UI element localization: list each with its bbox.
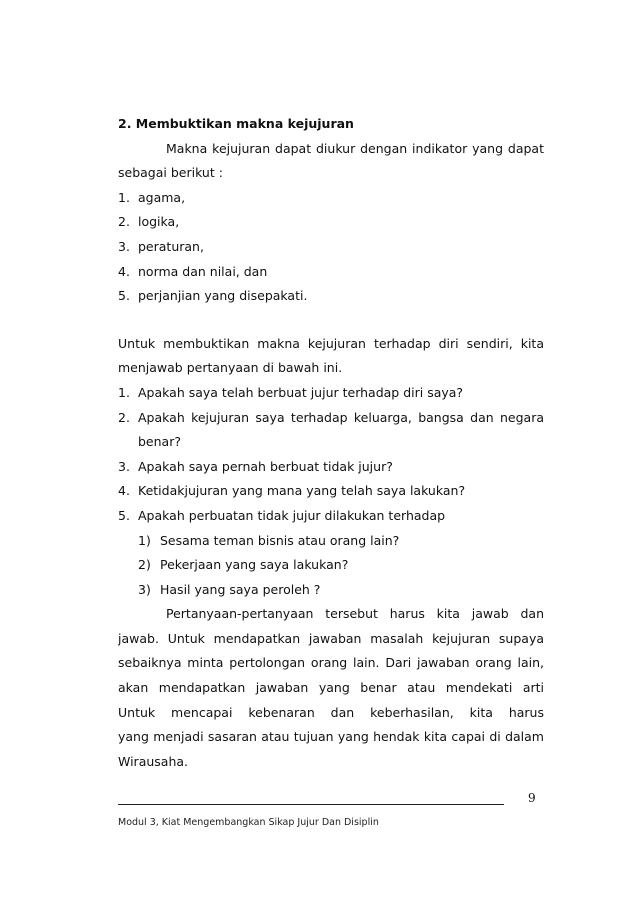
footer-module-title: Modul 3, Kiat Mengembangkan Sikap Jujur Dan Disiplin bbox=[118, 817, 379, 828]
section-heading: 2. Membuktikan makna kejujuran bbox=[118, 116, 354, 131]
closing-line: Wirausaha. bbox=[118, 753, 189, 769]
closing-line: Untuk mencapai kebenaran dan keberhasilan, kita harus bbox=[118, 704, 544, 720]
question-continuation: benar? bbox=[138, 434, 181, 450]
paragraph-line: menjawab pertanyaan di bawah ini. bbox=[118, 360, 343, 376]
page-content bbox=[118, 112, 544, 774]
indicator-item: 1. agama, bbox=[118, 189, 186, 205]
closing-line: akan mendapatkan jawaban yang benar atau mendekati arti bbox=[118, 680, 544, 696]
paragraph-line: Untuk membuktikan makna kejujuran terhadap diri sendiri, kita bbox=[118, 335, 544, 351]
indicator-item: 4. norma dan nilai, dan bbox=[118, 263, 268, 279]
indicator-item: 2. logika, bbox=[118, 214, 180, 230]
question-item: 3. Apakah saya pernah berbuat tidak jujur? bbox=[118, 458, 393, 474]
closing-line: Pertanyaan-pertanyaan tersebut harus kita jawab dan bbox=[166, 606, 544, 622]
page-number: 9 bbox=[528, 791, 536, 805]
subquestion-item: 2) Pekerjaan yang saya lakukan? bbox=[138, 557, 349, 573]
question-item: 4. Ketidakjujuran yang mana yang telah saya lakukan? bbox=[118, 483, 466, 499]
subquestion-item: 1) Sesama teman bisnis atau orang lain? bbox=[138, 532, 400, 548]
question-item: 5. Apakah perbuatan tidak jujur dilakukan terhadap bbox=[118, 507, 446, 523]
closing-line: jawab. Untuk mendapatkan jawaban masalah kejujuran supaya bbox=[118, 630, 544, 646]
footer-divider bbox=[118, 804, 504, 805]
paragraph-gap bbox=[118, 309, 544, 332]
question-item: 2. Apakah kejujuran saya terhadap keluarga, bangsa dan negara bbox=[118, 409, 544, 425]
indicator-item: 3. peraturan, bbox=[118, 238, 204, 254]
indicator-item: 5. perjanjian yang disepakati. bbox=[118, 288, 308, 304]
closing-line: yang menjadi sasaran atau tujuan yang hendak kita capai di dalam bbox=[118, 729, 544, 745]
intro-line: sebagai berikut : bbox=[118, 165, 223, 181]
subquestion-item: 3) Hasil yang saya peroleh ? bbox=[138, 581, 321, 597]
intro-line: Makna kejujuran dapat diukur dengan indikator yang dapat bbox=[166, 140, 544, 156]
question-item: 1. Apakah saya telah berbuat jujur terhadap diri saya? bbox=[118, 384, 464, 400]
closing-line: sebaiknya minta pertolongan orang lain. Dari jawaban orang lain, bbox=[118, 655, 544, 671]
